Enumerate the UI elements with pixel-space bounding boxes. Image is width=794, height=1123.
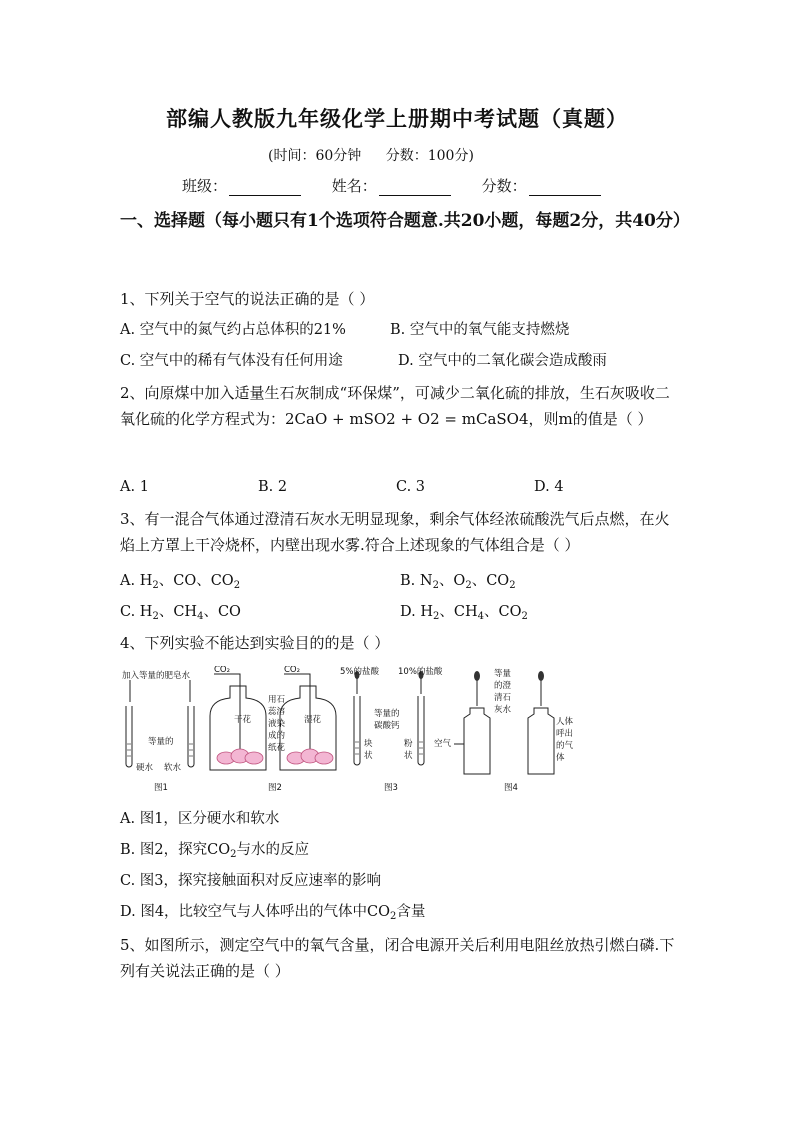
score-field[interactable] xyxy=(482,175,601,196)
score-info: 分数：100分) xyxy=(385,148,474,164)
student-fields xyxy=(182,175,627,196)
fig4-lime-4: 灰水 xyxy=(494,705,512,715)
time-info: (时间：60分钟 xyxy=(268,148,362,164)
q4-option-c[interactable]: C. 图3，探究接触面积对反应速率的影响 xyxy=(120,873,382,889)
fig4-lime-1: 等量 xyxy=(494,669,512,679)
class-blank[interactable] xyxy=(229,181,301,196)
fig1-mid-label: 等量的 xyxy=(148,737,174,747)
score-blank[interactable] xyxy=(529,181,601,196)
fig3-acid10: 10%的盐酸 xyxy=(398,667,443,677)
fig2-dry-flower: 干花 xyxy=(234,715,252,725)
fig2-litmus-1: 用石 xyxy=(268,695,286,705)
question-2-stem: 2、向原煤中加入适量生石灰制成“环保煤”，可减少二氧化硫的排放，生石灰吸收二氧化硫的化学方程式为：2CaO + mSO2 + O2 = mCaSO4，则m的值是（ ） xyxy=(120,384,670,428)
fig4-breath-1: 人体 xyxy=(556,717,574,727)
q3-option-a[interactable]: A. $H_2$、CO、$CO_2$ xyxy=(120,573,241,591)
q4-option-d[interactable]: D. 图4，比较空气与人体呼出的气体中$CO_2$含量 xyxy=(120,904,426,922)
fig3-powder-1: 粉 xyxy=(404,739,413,749)
fig2-litmus-5: 纸花 xyxy=(268,743,286,753)
fig3-caco3-2: 碳酸钙 xyxy=(374,721,400,731)
section-heading: 一、选择题（每小题只有1个选项符合题意.共20小题，每题2分，共40分） xyxy=(120,211,690,231)
fig4-caption: 图4 xyxy=(504,783,518,793)
q4-option-b[interactable]: B. 图2，探究$CO_2$与水的反应 xyxy=(120,842,309,860)
fig4-air: 空气 xyxy=(434,739,452,749)
q1-option-d[interactable]: D. 空气中的二氧化碳会造成酸雨 xyxy=(398,353,607,369)
class-label: 班级： xyxy=(182,177,228,195)
question-4-stem: 4、下列实验不能达到实验目的的是（ ） xyxy=(120,634,390,652)
name-field[interactable] xyxy=(332,175,451,196)
fig3-acid5: 5%的盐酸 xyxy=(340,667,379,677)
fig3-powder-2: 状 xyxy=(404,751,413,761)
fig4-lime-2: 的澄 xyxy=(494,681,512,691)
fig2-litmus-3: 液染 xyxy=(268,719,286,729)
experiment-figure xyxy=(118,666,578,796)
q2-option-d[interactable]: D. 4 xyxy=(534,479,564,495)
fig2-litmus-2: 蕊溶 xyxy=(268,707,286,717)
q2-option-c[interactable]: C. 3 xyxy=(396,479,426,495)
score-label: 分数： xyxy=(481,177,527,195)
q3-option-b[interactable]: B. $N_2$、$O_2$、$CO_2$ xyxy=(400,573,516,591)
question-1-stem: 1、下列关于空气的说法正确的是（ ） xyxy=(120,290,375,308)
question-3-stem: 3、有一混合气体通过澄清石灰水无明显现象，剩余气体经浓硫酸洗气后点燃，在火焰上方罩上干冷烧杯，内壁出现水雾.符合上述现象的气体组合是（ ） xyxy=(120,510,670,554)
fig2-co2-b: CO₂ xyxy=(284,666,301,675)
fig2-co2-a: CO₂ xyxy=(214,666,231,675)
q1-option-a[interactable]: A. 空气中的氮气约占总体积的21% xyxy=(120,322,346,338)
fig1-caption: 图1 xyxy=(154,783,168,793)
fig2-caption: 图2 xyxy=(268,783,282,793)
q2-option-b[interactable]: B. 2 xyxy=(258,479,288,495)
fig4-breath-4: 体 xyxy=(556,753,565,763)
fig1-soft-label: 软水 xyxy=(164,763,182,773)
q1-option-b[interactable]: B. 空气中的氧气能支持燃烧 xyxy=(390,322,570,338)
name-blank[interactable] xyxy=(379,181,451,196)
exam-meta xyxy=(268,145,494,165)
fig2-wet-flower: 湿花 xyxy=(304,715,322,725)
fig1-top-label: 加入等量的肥皂水 xyxy=(122,671,191,681)
fig3-caption: 图3 xyxy=(384,783,398,793)
fig3-caco3-1: 等量的 xyxy=(374,709,400,719)
fig4-breath-3: 的气 xyxy=(556,741,574,751)
fig4-lime-3: 清石 xyxy=(494,693,512,703)
fig4-breath-2: 呼出 xyxy=(556,729,574,739)
q2-option-a[interactable]: A. 1 xyxy=(120,479,149,495)
class-field[interactable] xyxy=(182,175,301,196)
fig1-hard-label: 硬水 xyxy=(136,763,154,773)
q3-option-d[interactable]: D. $H_2$、$CH_4$、$CO_2$ xyxy=(400,604,528,622)
q3-option-c[interactable]: C. $H_2$、$CH_4$、CO xyxy=(120,604,241,622)
q4-option-a[interactable]: A. 图1，区分硬水和软水 xyxy=(120,811,280,827)
name-label: 姓名： xyxy=(331,177,377,195)
fig3-block-2: 状 xyxy=(364,751,373,761)
q1-option-c[interactable]: C. 空气中的稀有气体没有任何用途 xyxy=(120,353,343,369)
question-5-stem: 5、如图所示，测定空气中的氧气含量，闭合电源开关后利用电阻丝放热引燃白磷.下列有关说法正确的是（ ） xyxy=(120,936,675,980)
fig2-litmus-4: 成的 xyxy=(268,731,286,741)
fig3-block-1: 块 xyxy=(364,739,373,749)
page-title: 部编人教版九年级化学上册期中考试题（真题） xyxy=(166,106,628,131)
